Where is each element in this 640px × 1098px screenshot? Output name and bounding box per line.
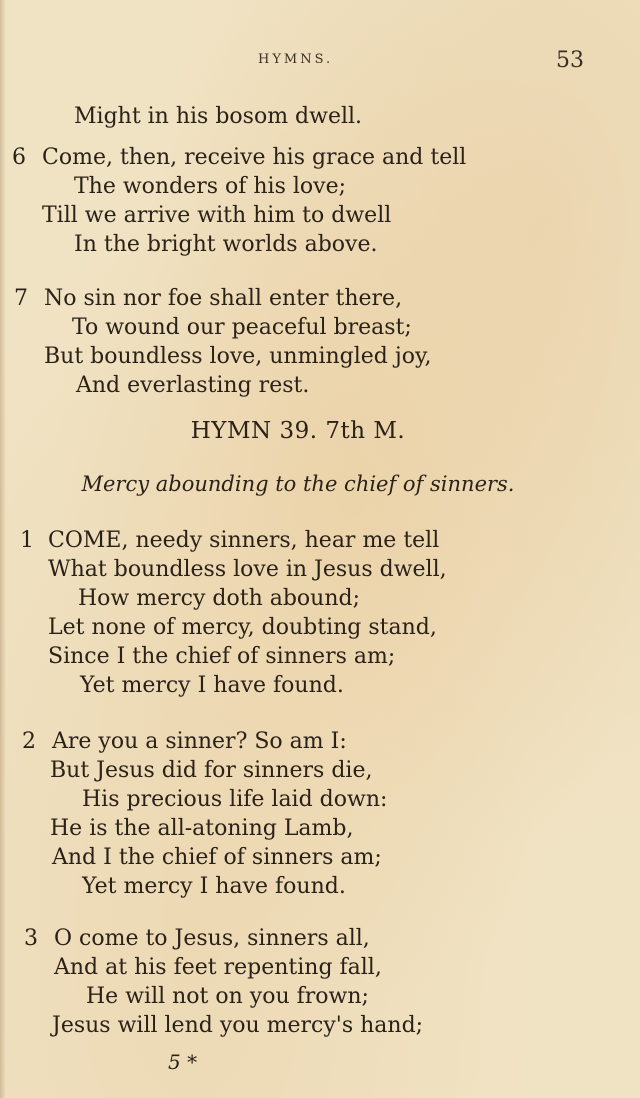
verse-line: But boundless love, unmingled joy, — [44, 344, 432, 369]
verse-line: Yet mercy I have found. — [82, 874, 346, 899]
verse-line: He will not on you frown; — [86, 984, 369, 1009]
verse-line: And everlasting rest. — [76, 373, 310, 398]
verse-line: Till we arrive with him to dwell — [42, 203, 392, 228]
verse-line: Since I the chief of sinners am; — [48, 644, 396, 669]
verse-line: COME, needy sinners, hear me tell — [48, 528, 440, 553]
hymn-heading: HYMN 39. 7th M. — [190, 418, 406, 444]
verse-line: Are you a sinner? So am I: — [52, 729, 347, 754]
verse-line: In the bright worlds above. — [74, 232, 378, 257]
verse-line: What boundless love in Jesus dwell, — [48, 557, 447, 582]
verse-line: How mercy doth abound; — [78, 586, 361, 611]
verse-line: Let none of mercy, doubting stand, — [48, 615, 437, 640]
verse-number: 7 — [14, 286, 28, 311]
verse-line: The wonders of his love; — [74, 174, 347, 199]
verse-line: He is the all-atoning Lamb, — [50, 816, 354, 841]
verse-line: To wound our peaceful breast; — [72, 315, 412, 340]
verse-line: O come to Jesus, sinners all, — [54, 926, 370, 951]
verse-number: 3 — [24, 926, 38, 951]
hymn-subtitle: Mercy abounding to the chief of sinners. — [81, 472, 515, 496]
signature-mark: 5 * — [168, 1050, 198, 1074]
running-head-title: HYMNS. — [258, 52, 334, 67]
verse-line: Jesus will lend you mercy's hand; — [52, 1013, 424, 1038]
verse-number: 2 — [22, 729, 36, 754]
running-head — [0, 48, 640, 73]
verse-line: Might in his bosom dwell. — [74, 104, 363, 129]
verse-number: 1 — [20, 528, 34, 553]
verse-number: 6 — [12, 145, 26, 170]
verse-line: His precious life laid down: — [82, 787, 388, 812]
page-number: 53 — [556, 48, 584, 73]
verse-line: Come, then, receive his grace and tell — [42, 145, 467, 170]
verse-line: No sin nor foe shall enter there, — [44, 286, 403, 311]
page-edge-shadow — [0, 0, 6, 1098]
verse-line: And I the chief of sinners am; — [52, 845, 382, 870]
verse-line: And at his feet repenting fall, — [54, 955, 382, 980]
verse-line: Yet mercy I have found. — [80, 673, 344, 698]
verse-line: But Jesus did for sinners die, — [50, 758, 373, 783]
